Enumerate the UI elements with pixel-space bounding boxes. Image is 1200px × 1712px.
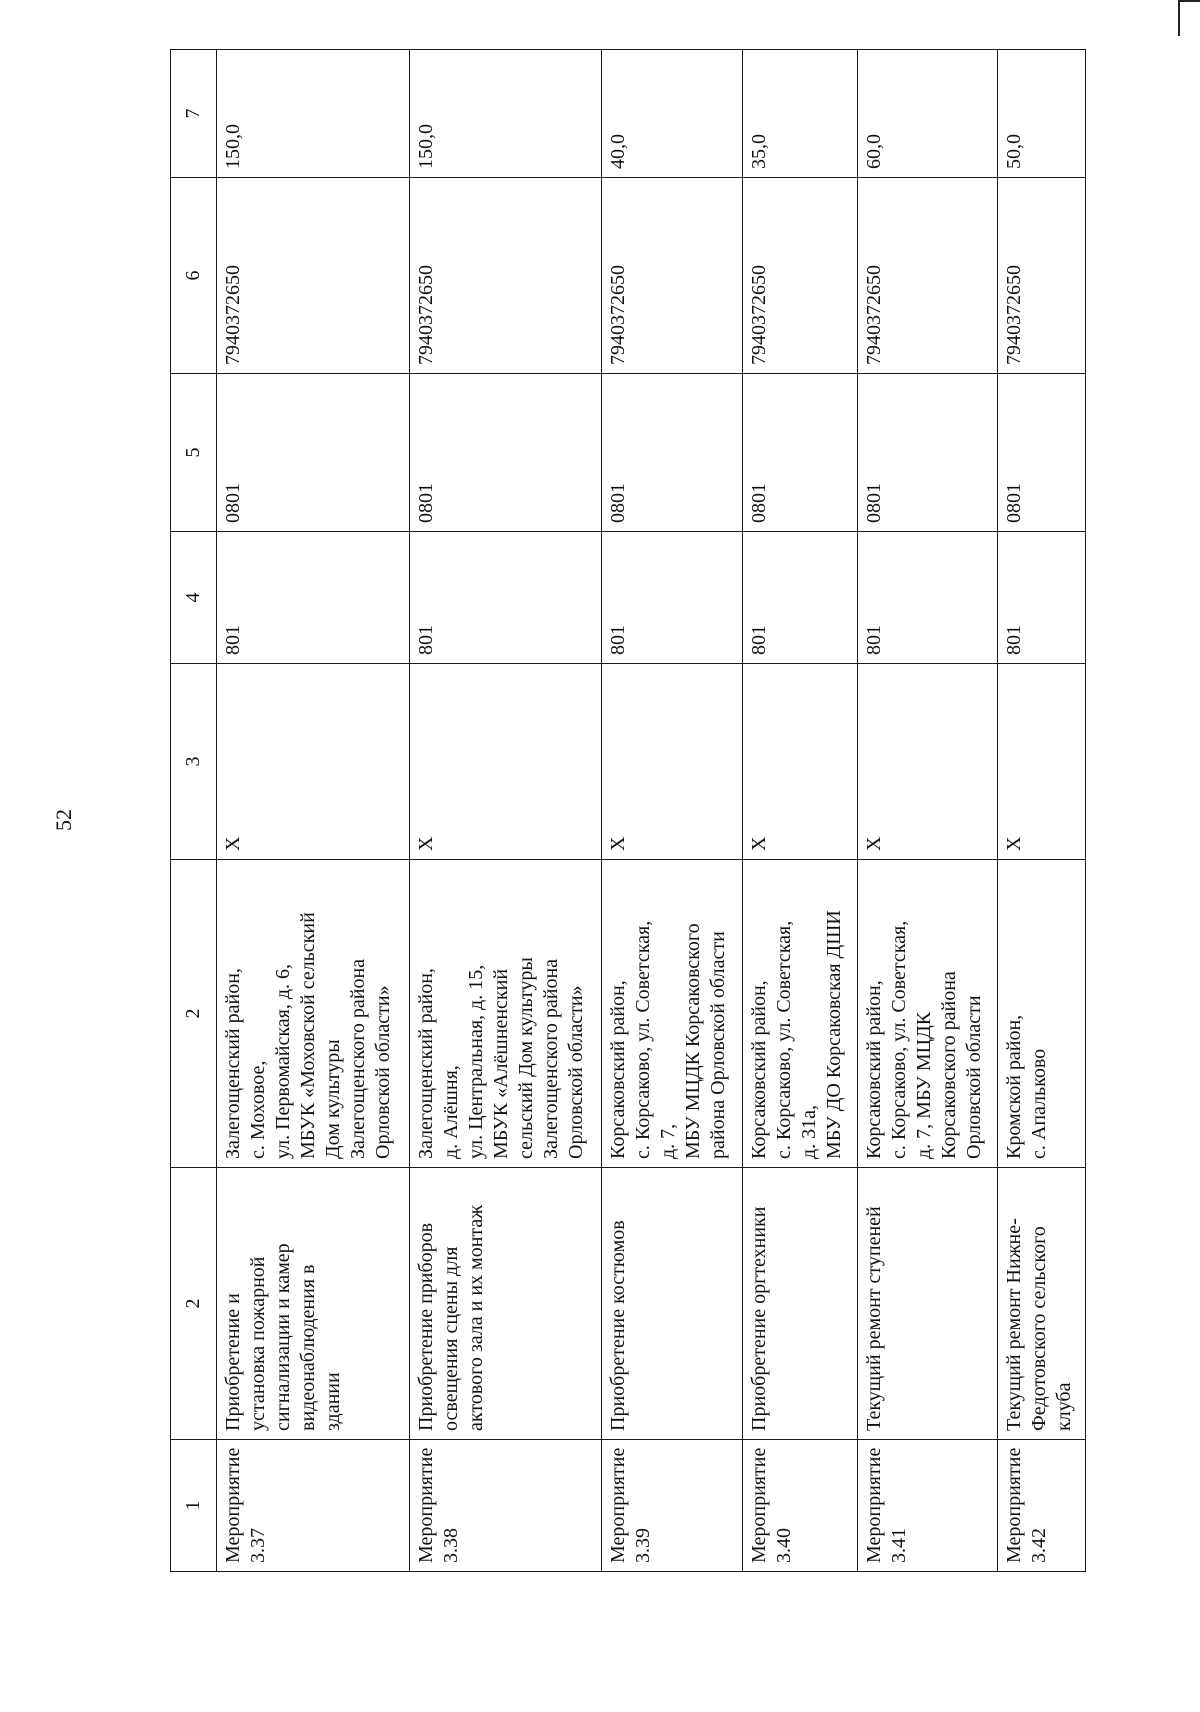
activity-number: Мероприятие 3.39 — [602, 1440, 742, 1572]
activity-amount: 150,0 — [409, 50, 602, 178]
table-row — [217, 50, 410, 1572]
activity-description: Приобретение оргтехники — [742, 1168, 857, 1440]
activity-number: Мероприятие 3.41 — [857, 1440, 997, 1572]
activity-amount: 40,0 — [602, 50, 742, 178]
activity-amount: 150,0 — [217, 50, 410, 178]
table-row — [998, 50, 1086, 1572]
table-row — [857, 50, 997, 1572]
activity-code-6: 7940372650 — [742, 178, 857, 374]
activity-location: Корсаковский район, с. Корсаково, ул. Советская, д. 31а, МБУ ДО Корсаковская ДШИ — [742, 860, 857, 1168]
program-activities-table — [170, 49, 1086, 1572]
activity-code-5: 0801 — [409, 374, 602, 532]
activity-number: Мероприятие 3.42 — [998, 1440, 1086, 1572]
header-col-2a: 2 — [171, 1168, 217, 1440]
activity-description: Текущий ремонт ступеней — [857, 1168, 997, 1440]
activity-code-6: 7940372650 — [998, 178, 1086, 374]
activity-amount: 60,0 — [857, 50, 997, 178]
activity-code-5: 0801 — [217, 374, 410, 532]
header-col-2b: 2 — [171, 860, 217, 1168]
activity-description: Приобретение приборов освещения сцены для актового зала и их монтаж — [409, 1168, 602, 1440]
header-col-6: 6 — [171, 178, 217, 374]
table-row — [742, 50, 857, 1572]
activity-code-4: 801 — [602, 532, 742, 664]
activity-code-6: 7940372650 — [217, 178, 410, 374]
header-col-3: 3 — [171, 664, 217, 860]
activity-code-5: 0801 — [602, 374, 742, 532]
activity-code-5: 0801 — [742, 374, 857, 532]
activity-number: Мероприятие 3.40 — [742, 1440, 857, 1572]
activity-amount: 35,0 — [742, 50, 857, 178]
activity-code-4: 801 — [742, 532, 857, 664]
activity-location: Кромской район, с. Апальково — [998, 860, 1086, 1168]
activity-location: Корсаковский район, с. Корсаково, ул. Советская, д. 7, МБУ МЦДК Корсаковского района Орловской области — [602, 860, 742, 1168]
table-container — [170, 50, 1200, 1572]
activity-mark: X — [857, 664, 997, 860]
activity-mark: X — [217, 664, 410, 860]
header-col-4: 4 — [171, 532, 217, 664]
activity-mark: X — [998, 664, 1086, 860]
activity-location: Корсаковский район, с. Корсаково, ул. Советская, д. 7, МБУ МЦДК Корсаковского района Орловской области — [857, 860, 997, 1168]
activity-code-4: 801 — [857, 532, 997, 664]
table-row — [409, 50, 602, 1572]
activity-description: Текущий ремонт Нижне- Федотовского сельского клуба — [998, 1168, 1086, 1440]
page-number: 52 — [51, 809, 76, 831]
header-col-7: 7 — [171, 50, 217, 178]
table-row — [602, 50, 742, 1572]
activity-code-6: 7940372650 — [857, 178, 997, 374]
activity-location: Залегощенский район, с. Моховое, ул. Первомайская, д. 6, МБУК «Моховской сельский Дом культуры Залегощенского района Орловской области» — [217, 860, 410, 1168]
activity-number: Мероприятие 3.38 — [409, 1440, 602, 1572]
activity-amount: 50,0 — [998, 50, 1086, 178]
scan-edge-mark — [1178, 0, 1200, 36]
header-col-1: 1 — [171, 1440, 217, 1572]
activity-description: Приобретение и установка пожарной сигнализации и камер видеонаблюдения в здании — [217, 1168, 410, 1440]
activity-code-4: 801 — [217, 532, 410, 664]
activity-mark: X — [409, 664, 602, 860]
activity-mark: X — [742, 664, 857, 860]
rotated-table-wrapper — [170, 50, 1086, 1572]
activity-code-6: 7940372650 — [602, 178, 742, 374]
header-col-5: 5 — [171, 374, 217, 532]
activity-code-6: 7940372650 — [409, 178, 602, 374]
activity-code-4: 801 — [998, 532, 1086, 664]
activity-location: Залегощенский район, д. Алёшня, ул. Центральная, д. 15, МБУК «Алёшненский сельский Дом культуры Залегощенского района Орловской области» — [409, 860, 602, 1168]
activity-number: Мероприятие 3.37 — [217, 1440, 410, 1572]
activity-code-4: 801 — [409, 532, 602, 664]
activity-mark: X — [602, 664, 742, 860]
activity-code-5: 0801 — [857, 374, 997, 532]
activity-description: Приобретение костюмов — [602, 1168, 742, 1440]
activity-code-5: 0801 — [998, 374, 1086, 532]
